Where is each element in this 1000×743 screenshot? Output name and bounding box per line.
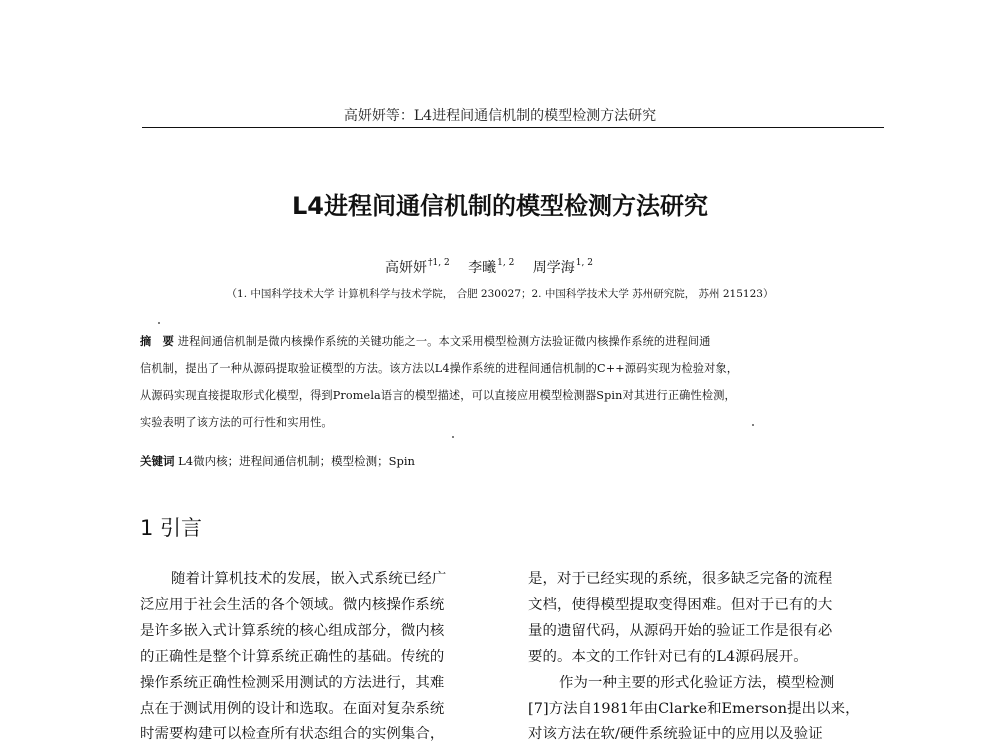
left-line-6: 点在于测试用例的设计和选取。在面对复杂系统 [140, 701, 445, 717]
right-line-2: 文档，使得模型提取变得困难。但对于已有的大 [528, 597, 833, 613]
section-heading: 1 引言 [140, 516, 203, 540]
author-1 [385, 260, 450, 276]
left-line-4: 的正确性是整个计算系统正确性的基础。传统的 [140, 649, 445, 665]
scan-speck [452, 436, 454, 438]
left-line-7: 时需要构建可以检查所有状态组合的实例集合， [140, 726, 445, 742]
left-line-1: 随着计算机技术的发展，嵌入式系统已经广 [171, 571, 447, 587]
author-1-sup: †1, 2 [428, 258, 450, 268]
keywords [140, 453, 415, 469]
scan-speck [752, 424, 754, 426]
author-2 [468, 260, 514, 276]
scan-speck [158, 322, 160, 324]
paper-title: L4进程间通信机制的模型检测方法研究 [292, 192, 708, 220]
author-3-sup: 1, 2 [575, 258, 593, 268]
right-line-4: 要的。本文的工作针对已有的L4源码展开。 [528, 649, 808, 665]
left-line-5: 操作系统正确性检测采用测试的方法进行，其难 [140, 675, 445, 691]
author-2-sup: 1, 2 [497, 258, 515, 268]
right-line-1: 是，对于已经实现的系统，很多缺乏完备的流程 [528, 571, 833, 587]
author-3 [533, 260, 593, 276]
affiliation: （1. 中国科学技术大学 计算机科学与技术学院， 合肥 230027；2. 中国科学技术大学 苏州研究院， 苏州 215123） [226, 288, 774, 300]
right-line-6: [7]方法自1981年由Clarke和Emerson提出以来， [528, 701, 860, 717]
left-line-2: 泛应用于社会生活的各个领域。微内核操作系统 [140, 597, 445, 613]
author-list [385, 257, 607, 277]
abstract-line-2: 信机制，提出了一种从源码提取验证模型的方法。该方法以L4操作系统的进程间通信机制的C++源码实现为检验对象， [140, 362, 739, 375]
right-line-7: 对该方法在软/硬件系统验证中的应用以及验证 [528, 726, 823, 742]
right-line-3: 量的遗留代码，从源码开始的验证工作是很有必 [528, 623, 833, 639]
header-rule [142, 127, 884, 128]
running-header: 高妍妍等：L4进程间通信机制的模型检测方法研究 [343, 108, 657, 124]
author-2-name: 李曦 [468, 260, 497, 276]
abstract-line-1 [140, 333, 711, 349]
author-3-name: 周学海 [532, 260, 575, 276]
abstract-text-1: 进程间通信机制是微内核操作系统的关键功能之一。本文采用模型检测方法验证微内核操作系统的进程间通 [177, 335, 711, 348]
abstract-line-3: 从源码实现直接提取形式化模型，得到Promela语言的模型描述，可以直接应用模型检测器Spin对其进行正确性检测， [140, 389, 736, 402]
right-line-5: 作为一种主要的形式化验证方法，模型检测 [559, 675, 835, 691]
keywords-text: L4微内核；进程间通信机制；模型检测；Spin [178, 454, 415, 468]
left-line-3: 是许多嵌入式计算系统的核心组成部分，微内核 [140, 623, 445, 639]
keywords-label: 关键词 [140, 454, 175, 468]
author-1-name: 高妍妍 [385, 260, 427, 276]
abstract-label: 摘 要 [140, 334, 175, 348]
abstract-line-4: 实验表明了该方法的可行性和实用性。 [140, 416, 333, 429]
